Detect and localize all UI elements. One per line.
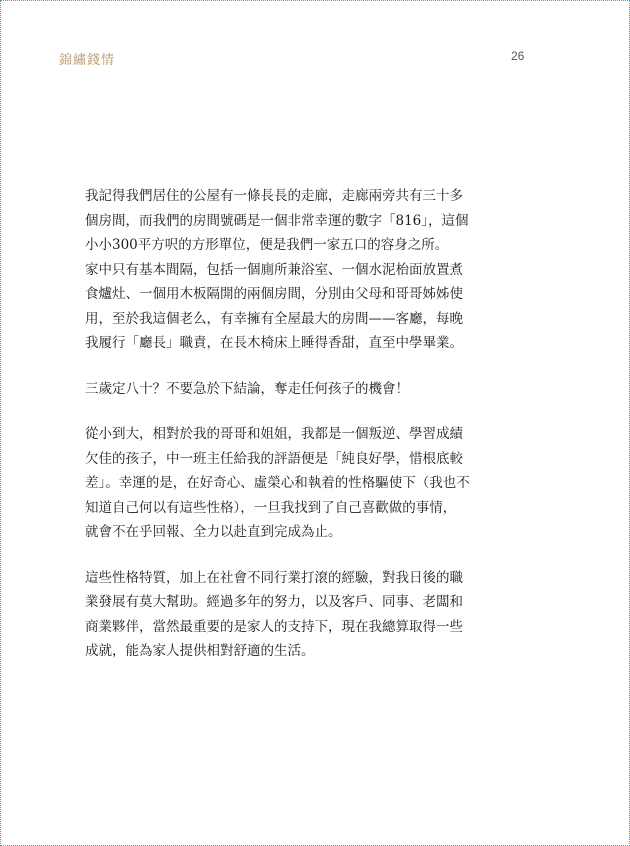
paragraph-4 [85, 566, 505, 664]
text-line: 知道自己何以有這些性格），一旦我找到了自己喜歡做的事情， [85, 499, 457, 516]
text-line: 我記得我們居住的公屋有一條長長的走廊，走廊兩旁共有三十多 [85, 188, 463, 204]
text-line: 從小到大，相對於我的哥哥和姐姐，我都是一個叛逆、學習成績 [85, 426, 463, 442]
text-line: 欠佳的孩子，中一班主任給我的評語便是「純良好學，惜根底較 [85, 450, 463, 467]
text-line: 差」。幸運的是，在好奇心、虛榮心和執着的性格驅使下（我也不 [85, 475, 470, 491]
text-line: 業發展有莫大幫助。經過多年的努力，以及客戶、同事、老闆和 [85, 594, 463, 610]
text-line: 小小300平方呎的方形單位，便是我們一家五口的容身之所。 [85, 237, 449, 253]
text-line: 個房間，而我們的房間號碼是一個非常幸運的數字「816」，這個 [85, 212, 469, 229]
text-line: 三歲定八十？不要急於下結論，奪走任何孩子的機會！ [85, 380, 409, 397]
text-line: 商業夥伴，當然最重要的是家人的支持下，現在我總算取得一些 [85, 618, 463, 635]
running-head: 錦繡錢情 [59, 53, 116, 68]
paragraph-3 [85, 422, 505, 545]
text-line: 家中只有基本間隔，包括一個廁所兼浴室、一個水泥枱面放置煮 [85, 261, 463, 278]
paragraph-2 [85, 377, 505, 402]
text-line: 我履行「廳長」職責，在長木椅床上睡得香甜，直至中學畢業。 [85, 335, 463, 351]
body-text [85, 184, 505, 685]
text-line: 用，至於我這個老么，有幸擁有全屋最大的房間——客廳，每晚 [85, 310, 463, 327]
text-line: 這些性格特質，加上在社會不同行業打滾的經驗，對我日後的職 [85, 569, 463, 586]
paragraph-1 [85, 184, 505, 356]
text-line: 成就，能為家人提供相對舒適的生活。 [85, 643, 315, 659]
text-line: 就會不在乎回報、全力以赴直到完成為止。 [85, 524, 342, 540]
text-line: 食爐灶、一個用木板隔開的兩個房間，分別由父母和哥哥姊姊使 [85, 286, 463, 302]
page-number: 26 [511, 49, 525, 63]
